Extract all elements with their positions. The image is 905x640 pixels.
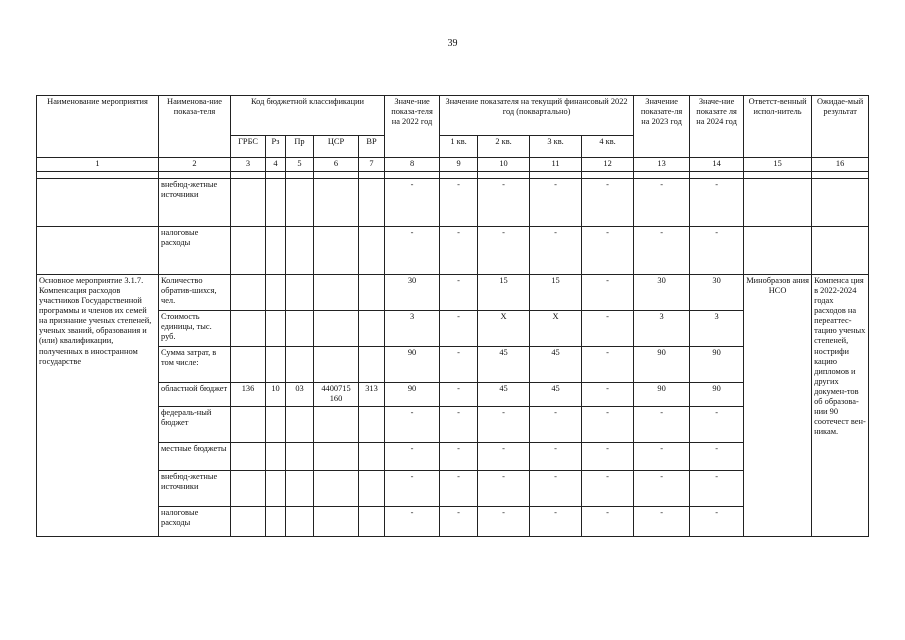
column-number: 14 (690, 158, 744, 172)
indicator-cell: федераль-ный бюджет (159, 407, 231, 443)
csr-cell (314, 471, 359, 507)
spacer-row (37, 172, 869, 179)
responsible-cell (744, 179, 812, 227)
value-2022-cell: 3 (385, 311, 440, 347)
q1-cell: - (440, 275, 478, 311)
q2-cell: - (478, 507, 530, 537)
q4-cell: - (582, 443, 634, 471)
column-number: 3 (231, 158, 266, 172)
q1-cell: - (440, 227, 478, 275)
vr-cell (359, 443, 385, 471)
vr-cell (359, 311, 385, 347)
q3-cell: - (530, 443, 582, 471)
header-vr: ВР (359, 136, 385, 158)
indicator-cell: внебюд-жетные источники (159, 471, 231, 507)
csr-cell (314, 507, 359, 537)
column-number: 15 (744, 158, 812, 172)
event-cell (37, 227, 159, 275)
value-2023-cell: - (634, 471, 690, 507)
spacer-cell (231, 172, 266, 179)
vr-cell (359, 407, 385, 443)
value-2023-cell: 30 (634, 275, 690, 311)
indicator-cell: внебюд-жетные источники (159, 179, 231, 227)
q1-cell: - (440, 471, 478, 507)
column-number: 4 (266, 158, 286, 172)
pr-cell (286, 275, 314, 311)
q1-cell: - (440, 443, 478, 471)
value-2022-cell: 30 (385, 275, 440, 311)
responsible-executor: Минобразов ания НСО (744, 275, 812, 537)
value-2024-cell: 90 (690, 383, 744, 407)
q3-cell: - (530, 407, 582, 443)
header-budget-code: Код бюджетной классификации (231, 96, 385, 136)
csr-cell (314, 275, 359, 311)
header-value-2024: Значе-ние показате ля на 2024 год (690, 96, 744, 158)
q2-cell: - (478, 227, 530, 275)
vr-cell (359, 507, 385, 537)
column-number-row (37, 158, 869, 172)
event-name: Основное мероприятие 3.1.7. Компенсация расходов участников Государственной программы и членов их семей на признание ученых степеней, ученых званий, образования и (или) квалификации, полученных в иностранном государстве (37, 275, 159, 537)
q2-cell: - (478, 443, 530, 471)
rz-cell (266, 507, 286, 537)
spacer-cell (314, 172, 359, 179)
csr-cell (314, 179, 359, 227)
pr-cell (286, 347, 314, 383)
indicator-cell: налоговые расходы (159, 227, 231, 275)
header-grbs: ГРБС (231, 136, 266, 158)
budget-table (36, 95, 869, 537)
column-number: 11 (530, 158, 582, 172)
rz-cell: 10 (266, 383, 286, 407)
pr-cell (286, 311, 314, 347)
column-number: 13 (634, 158, 690, 172)
spacer-cell (266, 172, 286, 179)
q4-cell: - (582, 311, 634, 347)
spacer-cell (478, 172, 530, 179)
value-2022-cell: - (385, 407, 440, 443)
value-2023-cell: 90 (634, 347, 690, 383)
grbs-cell (231, 347, 266, 383)
header-indicator: Наименова-ние показа-теля (159, 96, 231, 158)
vr-cell (359, 471, 385, 507)
rz-cell (266, 227, 286, 275)
responsible-cell (744, 227, 812, 275)
q1-cell: - (440, 407, 478, 443)
value-2023-cell: 3 (634, 311, 690, 347)
csr-cell (314, 311, 359, 347)
q3-cell: - (530, 179, 582, 227)
column-number: 2 (159, 158, 231, 172)
column-number: 16 (812, 158, 869, 172)
spacer-cell (530, 172, 582, 179)
header-csr: ЦСР (314, 136, 359, 158)
spacer-cell (359, 172, 385, 179)
column-number: 9 (440, 158, 478, 172)
header-event: Наименование мероприятия (37, 96, 159, 158)
value-2022-cell: - (385, 227, 440, 275)
value-2024-cell: - (690, 471, 744, 507)
column-number: 6 (314, 158, 359, 172)
header-rz: Рз (266, 136, 286, 158)
column-number: 8 (385, 158, 440, 172)
q4-cell: - (582, 383, 634, 407)
spacer-cell (37, 172, 159, 179)
rz-cell (266, 275, 286, 311)
q3-cell: 45 (530, 347, 582, 383)
value-2024-cell: 3 (690, 311, 744, 347)
rz-cell (266, 179, 286, 227)
csr-cell (314, 407, 359, 443)
pr-cell (286, 407, 314, 443)
pr-cell (286, 507, 314, 537)
rz-cell (266, 471, 286, 507)
q4-cell: - (582, 227, 634, 275)
value-2024-cell: 90 (690, 347, 744, 383)
indicator-cell: областной бюджет (159, 383, 231, 407)
value-2023-cell: - (634, 507, 690, 537)
pr-cell (286, 179, 314, 227)
spacer-cell (744, 172, 812, 179)
value-2024-cell: - (690, 179, 744, 227)
header-q2: 2 кв. (478, 136, 530, 158)
q3-cell: - (530, 471, 582, 507)
header-value-2022: Значе-ние показа-теля на 2022 год (385, 96, 440, 158)
column-number: 5 (286, 158, 314, 172)
header-pr: Пр (286, 136, 314, 158)
spacer-cell (582, 172, 634, 179)
value-2024-cell: - (690, 407, 744, 443)
value-2024-cell: - (690, 443, 744, 471)
expected-result: Компенса ция в 2022-2024 годах расходов на переаттес-тацию ученых степеней, нострифи кацию дипломов и других докумен-тов об образова-нии 90 соотечест вен-никам. (812, 275, 869, 537)
indicator-cell: местные бюджеты (159, 443, 231, 471)
expected-cell (812, 179, 869, 227)
spacer-cell (440, 172, 478, 179)
spacer-cell (385, 172, 440, 179)
column-number: 1 (37, 158, 159, 172)
value-2023-cell: - (634, 227, 690, 275)
header-current-year: Значение показателя на текущий финансовый 2022 год (поквартально) (440, 96, 634, 136)
vr-cell (359, 179, 385, 227)
table-row (37, 275, 869, 311)
indicator-cell: Количество обратив-шихся, чел. (159, 275, 231, 311)
q1-cell: - (440, 311, 478, 347)
csr-cell: 4400715 160 (314, 383, 359, 407)
q3-cell: 15 (530, 275, 582, 311)
grbs-cell (231, 443, 266, 471)
rz-cell (266, 407, 286, 443)
q2-cell: 45 (478, 383, 530, 407)
spacer-cell (159, 172, 231, 179)
q4-cell: - (582, 407, 634, 443)
header-value-2023: Значение показате-ля на 2023 год (634, 96, 690, 158)
rz-cell (266, 347, 286, 383)
q4-cell: - (582, 507, 634, 537)
grbs-cell (231, 507, 266, 537)
q3-cell: - (530, 227, 582, 275)
grbs-cell (231, 275, 266, 311)
indicator-cell: налоговые расходы (159, 507, 231, 537)
q4-cell: - (582, 275, 634, 311)
rz-cell (266, 443, 286, 471)
q1-cell: - (440, 347, 478, 383)
grbs-cell: 136 (231, 383, 266, 407)
q1-cell: - (440, 383, 478, 407)
csr-cell (314, 443, 359, 471)
header-q3: 3 кв. (530, 136, 582, 158)
value-2022-cell: - (385, 179, 440, 227)
q2-cell: - (478, 179, 530, 227)
value-2022-cell: 90 (385, 347, 440, 383)
value-2024-cell: 30 (690, 275, 744, 311)
q3-cell: X (530, 311, 582, 347)
indicator-cell: Стоимость единицы, тыс. руб. (159, 311, 231, 347)
pr-cell: 03 (286, 383, 314, 407)
column-number: 7 (359, 158, 385, 172)
page-number: 39 (447, 38, 458, 49)
csr-cell (314, 227, 359, 275)
q3-cell: 45 (530, 383, 582, 407)
header-q1: 1 кв. (440, 136, 478, 158)
q4-cell: - (582, 471, 634, 507)
header-responsible: Ответст-венный испол-нитель (744, 96, 812, 158)
grbs-cell (231, 227, 266, 275)
q2-cell: - (478, 407, 530, 443)
pr-cell (286, 471, 314, 507)
value-2022-cell: 90 (385, 383, 440, 407)
q2-cell: - (478, 471, 530, 507)
spacer-cell (812, 172, 869, 179)
value-2023-cell: - (634, 443, 690, 471)
q4-cell: - (582, 179, 634, 227)
grbs-cell (231, 407, 266, 443)
value-2023-cell: - (634, 179, 690, 227)
header-q4: 4 кв. (582, 136, 634, 158)
value-2022-cell: - (385, 507, 440, 537)
column-number: 10 (478, 158, 530, 172)
vr-cell (359, 227, 385, 275)
value-2023-cell: 90 (634, 383, 690, 407)
spacer-cell (286, 172, 314, 179)
q1-cell: - (440, 179, 478, 227)
header-expected: Ожидае-мый результат (812, 96, 869, 158)
vr-cell (359, 347, 385, 383)
pr-cell (286, 227, 314, 275)
q2-cell: 15 (478, 275, 530, 311)
value-2024-cell: - (690, 227, 744, 275)
grbs-cell (231, 179, 266, 227)
grbs-cell (231, 311, 266, 347)
value-2023-cell: - (634, 407, 690, 443)
vr-cell (359, 275, 385, 311)
value-2024-cell: - (690, 507, 744, 537)
q3-cell: - (530, 507, 582, 537)
expected-cell (812, 227, 869, 275)
q2-cell: 45 (478, 347, 530, 383)
spacer-cell (690, 172, 744, 179)
q2-cell: X (478, 311, 530, 347)
q1-cell: - (440, 507, 478, 537)
value-2022-cell: - (385, 471, 440, 507)
rz-cell (266, 311, 286, 347)
table-row (37, 179, 869, 227)
event-cell (37, 179, 159, 227)
grbs-cell (231, 471, 266, 507)
q4-cell: - (582, 347, 634, 383)
value-2022-cell: - (385, 443, 440, 471)
column-number: 12 (582, 158, 634, 172)
indicator-cell: Сумма затрат, в том числе: (159, 347, 231, 383)
table-row (37, 227, 869, 275)
spacer-cell (634, 172, 690, 179)
vr-cell: 313 (359, 383, 385, 407)
csr-cell (314, 347, 359, 383)
pr-cell (286, 443, 314, 471)
